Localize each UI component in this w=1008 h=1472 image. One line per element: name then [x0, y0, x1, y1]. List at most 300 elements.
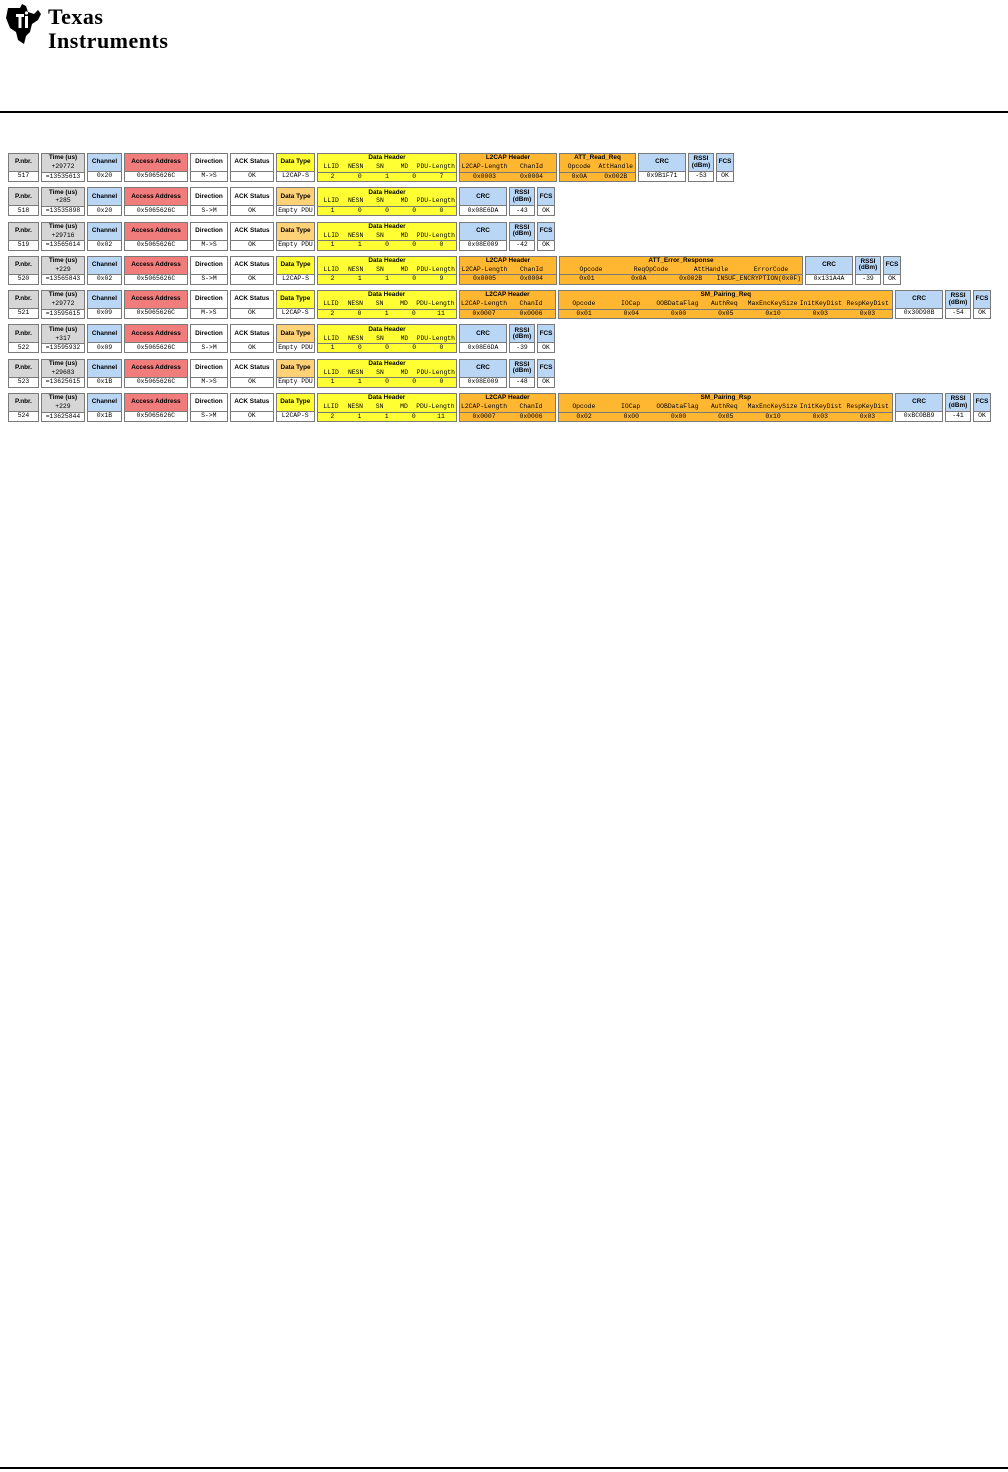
rssi-label: RSSI (dBm)	[858, 257, 878, 272]
data-type-value: Empty PDU	[278, 343, 313, 351]
packet-time-delta: +229	[42, 266, 84, 275]
data-header-label: Data Header	[368, 188, 406, 196]
access-address-label: Access Address	[131, 329, 181, 337]
l2cap-header-field: L2CAP-Length	[461, 163, 508, 171]
fcs[interactable]	[973, 393, 991, 422]
ack-status[interactable]	[230, 290, 274, 319]
channel[interactable]	[87, 222, 122, 251]
fcs-value: OK	[538, 240, 554, 250]
packet-row[interactable]	[8, 222, 993, 251]
ack-status-label: ACK Status	[234, 398, 270, 406]
payload-value: 0x05	[718, 412, 734, 420]
packet-row[interactable]	[8, 290, 993, 319]
l2cap-header-field: ChanId	[519, 265, 543, 273]
packet-number[interactable]	[8, 324, 39, 353]
l2cap-header[interactable]	[459, 290, 557, 319]
channel[interactable]	[87, 290, 122, 319]
packet-time-abs: =13595615	[42, 309, 84, 319]
data-header-fields	[318, 369, 456, 378]
l2cap-header-field: ChanId	[519, 403, 543, 411]
ack-status[interactable]	[230, 153, 274, 182]
rssi-value: -54	[946, 308, 970, 318]
data-header-values	[318, 309, 456, 319]
packet-number[interactable]	[8, 187, 39, 216]
payload-field: Opcode	[572, 300, 596, 308]
fcs-value: OK	[974, 411, 990, 421]
access-address[interactable]	[124, 393, 188, 422]
packet-number[interactable]	[8, 222, 39, 251]
data-type-value: L2CAP-S	[277, 411, 314, 421]
data-header-value: 0	[411, 309, 416, 317]
crc-label: CRC	[912, 398, 926, 406]
access-address[interactable]	[124, 153, 188, 182]
header-rule	[0, 111, 1008, 113]
data-header-value: 1	[330, 206, 335, 214]
packet-time-abs: =13625615	[42, 377, 84, 387]
packet-time-label: Time (us)	[48, 394, 78, 402]
packet-number-value: 521	[9, 308, 38, 318]
data-header-value: 1	[357, 241, 362, 249]
l2cap-header-value: 0x0004	[519, 275, 543, 283]
data-type[interactable]	[276, 256, 315, 285]
channel-value: 0x20	[88, 205, 121, 215]
direction-label: Direction	[195, 192, 223, 200]
data-header-field: SN	[376, 334, 384, 342]
data-header-value: 2	[330, 309, 335, 317]
ack-status-value: OK	[231, 411, 273, 421]
texas-state-logo-icon	[4, 2, 44, 46]
payload[interactable]	[558, 290, 893, 319]
fcs-label: FCS	[975, 398, 989, 406]
fcs-value: OK	[538, 342, 554, 352]
crc-value: 0x08E6DA	[460, 205, 506, 215]
data-type[interactable]	[276, 324, 315, 353]
l2cap-header-fields	[460, 266, 556, 275]
payload-value: 0x0A	[571, 172, 587, 180]
payload-value: 0x04	[623, 309, 639, 317]
payload-field: IOCap	[621, 300, 641, 308]
packet-time[interactable]	[41, 324, 85, 353]
direction-value: M->S	[191, 240, 227, 250]
rssi-value: -41	[946, 411, 970, 421]
payload[interactable]	[558, 393, 893, 422]
data-type-label: Data Type	[280, 261, 311, 269]
l2cap-header-label: L2CAP Header	[485, 154, 531, 162]
data-header-value: 0	[412, 241, 417, 249]
payload-value: 0x10	[765, 309, 781, 317]
ack-status-label: ACK Status	[234, 192, 270, 200]
data-header-value: 0	[411, 412, 416, 420]
access-address[interactable]	[124, 187, 188, 216]
data-header-value: 1	[384, 412, 389, 420]
payload-field: InitKeyDist	[799, 300, 842, 308]
direction[interactable]	[190, 222, 228, 251]
fcs[interactable]	[537, 324, 555, 353]
access-address-label: Access Address	[131, 226, 181, 234]
packet-time-delta: +29716	[42, 232, 84, 241]
data-header-field: LLID	[323, 300, 339, 308]
packet-row[interactable]	[8, 359, 993, 388]
data-type[interactable]	[276, 393, 315, 422]
data-type-label: Data Type	[280, 295, 311, 303]
l2cap-header-label: L2CAP Header	[485, 291, 530, 299]
packet-number[interactable]	[8, 153, 39, 182]
rssi[interactable]	[509, 222, 535, 251]
packet-number-label: P.nbr.	[15, 158, 32, 166]
data-type-label: Data Type	[280, 329, 311, 337]
l2cap-header[interactable]	[459, 393, 557, 422]
rssi-value: -39	[510, 342, 534, 352]
ack-status[interactable]	[230, 393, 274, 422]
rssi[interactable]	[509, 324, 535, 353]
l2cap-header-values	[460, 274, 556, 284]
packet-row[interactable]	[8, 324, 993, 353]
data-header-value: 0	[439, 241, 444, 249]
data-type[interactable]	[276, 359, 315, 388]
data-type[interactable]	[276, 222, 315, 251]
data-header-field: NESN	[347, 300, 363, 308]
data-header-values	[318, 172, 456, 182]
packet-row[interactable]	[8, 187, 993, 216]
payload-field: ReqOpCode	[633, 265, 669, 273]
access-address[interactable]	[124, 222, 188, 251]
data-type-value: L2CAP-S	[277, 274, 314, 284]
payload-field: AuthReq	[710, 300, 738, 308]
ack-status[interactable]	[230, 256, 274, 285]
packet-time[interactable]	[41, 187, 85, 216]
packet-number[interactable]	[8, 393, 39, 422]
data-header-label: Data Header	[367, 394, 406, 402]
data-header-value: 0	[357, 172, 362, 180]
payload-field: RespKeyDist	[846, 403, 889, 411]
data-header-field: SN	[376, 265, 384, 273]
fcs[interactable]	[716, 153, 734, 182]
data-header-field: MD	[400, 300, 408, 308]
direction[interactable]	[190, 187, 228, 216]
packet-time-abs: =13565614	[42, 240, 84, 250]
data-header-field: MD	[400, 265, 409, 273]
data-header-label: Data Header	[368, 154, 406, 162]
crc[interactable]	[895, 290, 943, 319]
ack-status-label: ACK Status	[234, 295, 270, 303]
payload-value: 0x05	[718, 309, 734, 317]
payload-label: SM_Pairing_Req	[700, 291, 751, 299]
crc-value: 0x131A4A	[806, 274, 852, 284]
ack-status[interactable]	[230, 187, 274, 216]
data-header-field: LLID	[323, 368, 339, 376]
data-header[interactable]	[317, 324, 457, 353]
direction[interactable]	[190, 290, 228, 319]
data-header[interactable]	[317, 222, 457, 251]
data-header-label: Data Header	[368, 360, 406, 368]
fcs[interactable]	[537, 187, 555, 216]
payload-value: 0x00	[670, 309, 687, 317]
data-header[interactable]	[317, 187, 457, 216]
payload[interactable]	[559, 256, 803, 285]
crc[interactable]	[805, 256, 853, 285]
channel-value: 0x1B	[88, 411, 121, 421]
rssi-label: RSSI (dBm)	[512, 360, 532, 375]
access-address-value: 0x5065626C	[125, 411, 187, 421]
access-address-label: Access Address	[131, 192, 181, 200]
fcs[interactable]	[537, 359, 555, 388]
data-type-value: Empty PDU	[278, 206, 313, 214]
ack-status[interactable]	[230, 222, 274, 251]
data-header-values	[318, 274, 456, 284]
data-header-values	[318, 343, 456, 353]
packet-time-label: Time (us)	[48, 325, 78, 333]
data-header-field: MD	[400, 231, 409, 239]
packet-time-delta: +29683	[42, 369, 84, 378]
crc-value: 0x08E009	[460, 240, 506, 250]
packet-time[interactable]	[41, 256, 85, 285]
direction[interactable]	[190, 393, 228, 422]
fcs-label: FCS	[718, 158, 732, 166]
ack-status[interactable]	[230, 324, 274, 353]
data-header[interactable]	[317, 256, 457, 285]
data-header[interactable]	[317, 393, 457, 422]
packet-time-label: Time (us)	[48, 154, 78, 162]
l2cap-header-value: 0x0004	[519, 172, 543, 180]
ack-status[interactable]	[230, 359, 274, 388]
rssi[interactable]	[855, 256, 881, 285]
rssi[interactable]	[945, 290, 971, 319]
data-type[interactable]	[276, 187, 315, 216]
data-header-field: LLID	[323, 334, 339, 342]
crc[interactable]	[459, 222, 507, 251]
payload[interactable]	[559, 153, 636, 182]
ack-status-value: OK	[231, 308, 273, 318]
payload-fields	[560, 163, 635, 172]
rssi-label: RSSI (dBm)	[512, 223, 532, 238]
payload-value: 0x00	[623, 412, 639, 420]
data-header-label: Data Header	[368, 222, 406, 230]
l2cap-header[interactable]	[459, 153, 557, 182]
rssi-value: -39	[856, 274, 880, 284]
direction-label: Direction	[194, 398, 223, 406]
direction[interactable]	[190, 324, 228, 353]
crc-label: CRC	[655, 158, 669, 166]
fcs-value: OK	[884, 274, 900, 284]
fcs[interactable]	[537, 222, 555, 251]
rssi[interactable]	[945, 393, 971, 422]
access-address-value: 0x5065626C	[125, 377, 187, 387]
data-header-value: 0	[357, 309, 362, 317]
ack-status-value: OK	[231, 342, 273, 352]
packet-time-abs: =13535613	[42, 172, 84, 182]
payload-value: 0x002B	[604, 172, 628, 180]
data-type[interactable]	[276, 153, 315, 182]
channel-value: 0x02	[88, 240, 121, 250]
data-header[interactable]	[317, 359, 457, 388]
fcs[interactable]	[973, 290, 991, 319]
crc[interactable]	[459, 324, 507, 353]
crc[interactable]	[895, 393, 943, 422]
l2cap-header[interactable]	[459, 256, 557, 285]
data-header-value: 0	[385, 344, 389, 352]
data-type-value: L2CAP-S	[277, 171, 314, 181]
direction-value: S->M	[191, 274, 227, 284]
fcs[interactable]	[883, 256, 901, 285]
packet-time[interactable]	[41, 359, 85, 388]
access-address[interactable]	[124, 324, 188, 353]
channel[interactable]	[87, 256, 122, 285]
l2cap-header-label: L2CAP Header	[485, 394, 530, 402]
data-header-field: MD	[400, 197, 409, 205]
packet-row[interactable]	[8, 153, 993, 182]
data-header-fields	[318, 232, 456, 241]
rssi-value: -43	[510, 205, 534, 215]
crc-label: CRC	[476, 364, 490, 372]
access-address[interactable]	[124, 359, 188, 388]
data-header-value: 11	[437, 412, 445, 420]
packet-number[interactable]	[8, 290, 39, 319]
fcs-value: OK	[538, 205, 554, 215]
ack-status-label: ACK Status	[234, 226, 270, 234]
fcs-value: OK	[974, 308, 990, 318]
payload-field: Opcode	[579, 265, 603, 273]
packet-row[interactable]	[8, 393, 993, 422]
rssi[interactable]	[688, 153, 714, 182]
direction-value: S->M	[191, 205, 227, 215]
data-header-value: 0	[385, 241, 389, 249]
packet-time-label: Time (us)	[48, 188, 78, 196]
data-header-value: 1	[330, 344, 335, 352]
l2cap-header-field: L2CAP-Length	[461, 265, 508, 273]
packet-number-label: P.nbr.	[15, 192, 32, 200]
access-address-label: Access Address	[131, 261, 181, 269]
payload-field: OOBDataFlag	[656, 300, 699, 308]
packet-row[interactable]	[8, 256, 993, 285]
crc[interactable]	[459, 187, 507, 216]
payload-fields	[560, 266, 802, 275]
packet-time[interactable]	[41, 153, 85, 182]
payload-value: 0x03	[859, 309, 876, 317]
data-header-field: NESN	[347, 163, 364, 171]
data-header-field: NESN	[347, 231, 364, 239]
data-header-value: 2	[330, 275, 335, 283]
direction-value: M->S	[191, 171, 227, 181]
data-header-field: PDU-Length	[416, 197, 455, 205]
direction-label: Direction	[195, 261, 223, 269]
packet-number-value: 522	[9, 342, 38, 352]
ack-status-label: ACK Status	[234, 158, 270, 166]
crc[interactable]	[459, 359, 507, 388]
direction[interactable]	[190, 359, 228, 388]
packet-number[interactable]	[8, 359, 39, 388]
packet-number[interactable]	[8, 256, 39, 285]
l2cap-header-value: 0x0005	[472, 275, 496, 283]
payload-field: InitKeyDist	[799, 403, 842, 411]
payload-value: 0x01	[576, 309, 592, 317]
packet-time[interactable]	[41, 290, 85, 319]
l2cap-header-field: L2CAP-Length	[461, 403, 508, 411]
rssi-value: -48	[510, 377, 534, 387]
data-header-value: 1	[330, 241, 335, 249]
fcs-label: FCS	[539, 192, 553, 200]
crc-value: 0x08E009	[460, 377, 506, 387]
l2cap-header-field: ChanId	[519, 300, 543, 308]
rssi-value: -53	[689, 171, 713, 181]
data-header-value: 0	[412, 344, 417, 352]
ack-status-label: ACK Status	[234, 364, 270, 372]
data-header-field: LLID	[323, 163, 339, 171]
data-type[interactable]	[276, 290, 315, 319]
data-type-value: L2CAP-S	[277, 308, 314, 318]
rssi[interactable]	[509, 359, 535, 388]
fcs-value: OK	[538, 377, 554, 387]
packet-time[interactable]	[41, 393, 85, 422]
payload-field: IOCap	[621, 403, 641, 411]
crc-value: 0x9B1F71	[639, 171, 685, 181]
direction-label: Direction	[195, 226, 223, 234]
access-address-value: 0x5065626C	[125, 342, 187, 352]
data-header-value: 1	[357, 378, 362, 386]
packet-number-value: 517	[9, 171, 38, 181]
packet-number-label: P.nbr.	[15, 261, 32, 269]
channel[interactable]	[87, 187, 122, 216]
data-header-value: 0	[385, 206, 389, 214]
ack-status-label: ACK Status	[234, 261, 270, 269]
packet-number-label: P.nbr.	[15, 226, 32, 234]
l2cap-header-value: 0x0007	[472, 309, 496, 317]
direction[interactable]	[190, 153, 228, 182]
data-header-field: LLID	[323, 231, 339, 239]
data-header-field: LLID	[323, 197, 339, 205]
packet-number-label: P.nbr.	[15, 329, 32, 337]
channel[interactable]	[87, 324, 122, 353]
channel[interactable]	[87, 393, 122, 422]
access-address-value: 0x5065626C	[125, 171, 187, 181]
rssi-label: RSSI (dBm)	[948, 395, 968, 409]
packet-time-abs: =13625844	[42, 412, 84, 422]
payload-value: 0x00	[670, 412, 687, 420]
data-header-field: PDU-Length	[416, 368, 455, 376]
data-header[interactable]	[317, 290, 457, 319]
data-header[interactable]	[317, 153, 457, 182]
payload-field: MaxEncKeySize	[747, 300, 798, 308]
data-header-values	[318, 206, 456, 216]
channel-value: 0x09	[88, 342, 121, 352]
crc[interactable]	[638, 153, 686, 182]
packet-time-abs: =13535898	[42, 206, 84, 216]
data-header-value: 2	[330, 412, 335, 420]
data-header-field: PDU-Length	[416, 265, 455, 273]
crc-value: 0xBC0BB9	[896, 411, 942, 421]
packet-time[interactable]	[41, 222, 85, 251]
rssi[interactable]	[509, 187, 535, 216]
data-header-value: 0	[439, 206, 444, 214]
channel[interactable]	[87, 153, 122, 182]
data-header-field: SN	[375, 300, 384, 308]
data-header-fields	[318, 300, 456, 309]
payload-value: INSUF_ENCRYPTION(0x0F)	[716, 275, 801, 283]
data-header-fields	[318, 334, 456, 343]
data-type-label: Data Type	[280, 158, 311, 166]
access-address[interactable]	[124, 256, 188, 285]
logo-line1: Texas	[48, 4, 104, 29]
direction-value: S->M	[191, 411, 227, 421]
data-header-field: PDU-Length	[416, 163, 455, 171]
payload-values	[559, 412, 892, 422]
access-address[interactable]	[124, 290, 188, 319]
l2cap-header-field: ChanId	[519, 163, 543, 171]
channel[interactable]	[87, 359, 122, 388]
direction-label: Direction	[195, 364, 223, 372]
direction[interactable]	[190, 256, 228, 285]
crc-label: CRC	[476, 329, 490, 337]
packet-number-label: P.nbr.	[15, 364, 32, 372]
